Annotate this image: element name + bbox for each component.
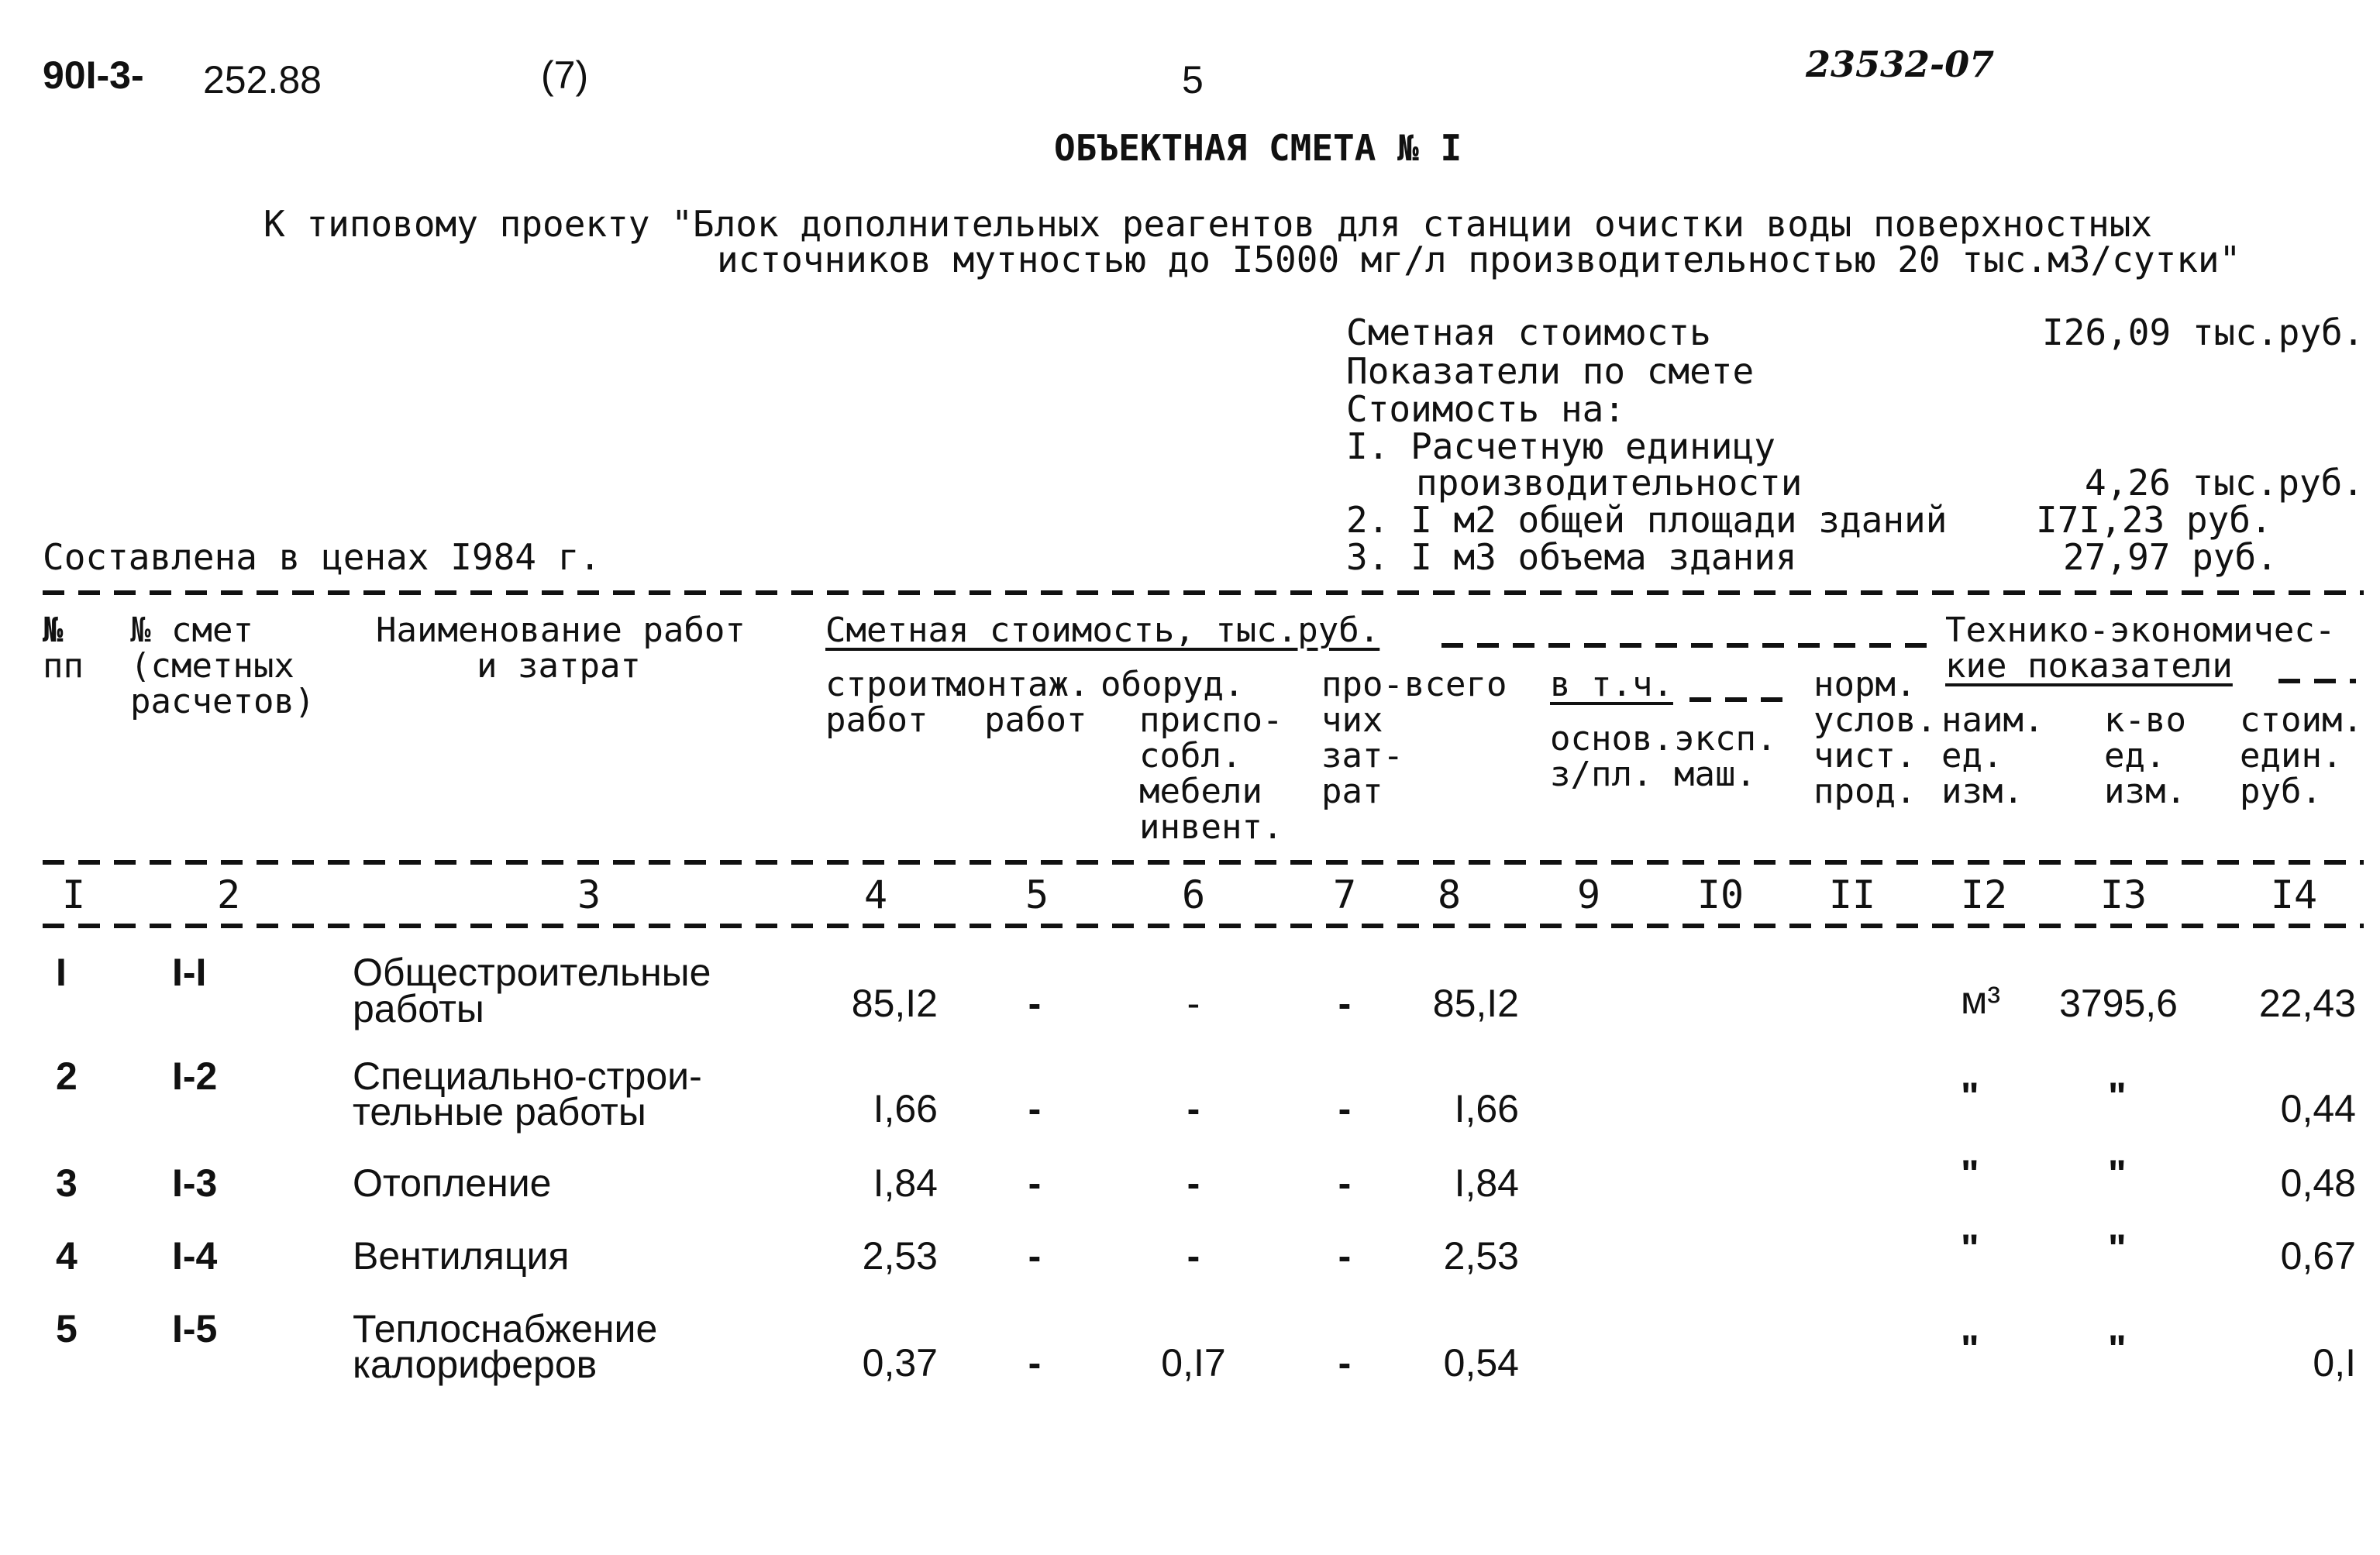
cell-name: Теплоснабжение — [353, 1307, 658, 1350]
cell-num: I — [56, 951, 67, 994]
indicator-1-label-cont: производительности — [1416, 462, 1803, 504]
estimated-cost-value: I26,09 тыс.руб. — [2042, 311, 2365, 353]
header-c5-1: монтаж. — [945, 665, 1090, 704]
header-c7-1: про- — [1321, 665, 1404, 704]
header-cost-group: Сметная стоимость, тыс.руб. — [825, 611, 1380, 650]
column-number: II — [1828, 872, 1876, 917]
cell-equip: - — [1187, 1087, 1200, 1130]
header-tech-group-2: кие показатели — [1945, 646, 2233, 686]
cell-est: I-2 — [172, 1054, 218, 1098]
cell-unit: " — [1961, 1226, 1979, 1270]
cell-unit-cost: 0,67 — [2280, 1234, 2356, 1278]
cell-num: 2 — [56, 1054, 77, 1098]
header-name-2: и затрат — [477, 646, 641, 686]
header-c8-1: всего — [1404, 665, 1507, 704]
header-c14-3: руб. — [2240, 772, 2322, 811]
header-tech-group-rule — [2278, 679, 2356, 683]
header-c12-2: ед. — [1941, 736, 2003, 776]
header-tech-group-1: Технико-экономичес- — [1945, 611, 2336, 650]
column-number: I2 — [1960, 872, 2008, 917]
column-number: I3 — [2099, 872, 2148, 917]
indicator-2-label: 2. I м2 общей площади зданий — [1346, 499, 1948, 541]
cell-build: 85,I2 — [851, 982, 938, 1025]
column-number: 5 — [1025, 872, 1049, 917]
column-number: 3 — [577, 872, 601, 917]
table-top-rule — [43, 590, 2364, 595]
cell-equip: 0,I7 — [1161, 1341, 1226, 1385]
cell-total: 85,I2 — [1432, 982, 1519, 1025]
cell-other: - — [1338, 982, 1352, 1025]
estimated-cost-label: Сметная стоимость — [1346, 311, 1711, 353]
header-c4-1: строит. — [825, 665, 970, 704]
cell-other: - — [1338, 1087, 1352, 1130]
header-name-1: Наименование работ — [376, 611, 746, 650]
table-header-rule — [43, 860, 2364, 865]
header-c14-1: стоим. — [2240, 700, 2363, 740]
header-c11-4: прод. — [1813, 772, 1917, 811]
header-incl: в т.ч. — [1550, 665, 1673, 704]
header-num-2: пп — [43, 646, 84, 686]
header-cost-group-rule — [1441, 643, 1937, 648]
cell-est: I-5 — [172, 1307, 218, 1350]
column-numbers-rule — [43, 924, 2364, 928]
cost-per-label: Стоимость на: — [1346, 388, 1626, 430]
header-c12-3: изм. — [1941, 772, 2024, 811]
header-est-3: расчетов) — [130, 682, 315, 721]
cell-other: - — [1338, 1341, 1352, 1385]
cell-unit-cost: 0,44 — [2280, 1087, 2356, 1130]
header-c10-1: эксп. — [1674, 719, 1777, 759]
cell-qty: 3795,6 — [2059, 982, 2178, 1025]
cell-qty: " — [2108, 1152, 2127, 1195]
document-code: 90I-3- — [43, 53, 144, 97]
header-c7-3: зат- — [1321, 736, 1404, 776]
column-number: I — [61, 872, 86, 917]
cell-qty: " — [2108, 1226, 2127, 1270]
cell-total: 0,54 — [1443, 1341, 1519, 1385]
document-title: ОБЪЕКТНАЯ СМЕТА № I — [1054, 127, 1462, 169]
cell-name: Отопление — [353, 1161, 552, 1205]
column-number: 6 — [1181, 872, 1206, 917]
column-number: I4 — [2270, 872, 2318, 917]
header-c6-4: мебели — [1139, 772, 1262, 811]
cell-name: Вентиляция — [353, 1234, 570, 1278]
header-incl-rule — [1689, 697, 1782, 702]
cell-est: I-I — [172, 951, 207, 994]
column-number: 2 — [216, 872, 241, 917]
cell-num: 4 — [56, 1234, 77, 1278]
indicator-3-value: 27,97 руб. — [2063, 536, 2278, 578]
subtitle-line-2: источников мутностью до I5000 мг/л производительностью 20 тыс.м3/сутки" — [717, 239, 2241, 280]
header-c7-4: рат — [1321, 772, 1383, 811]
prices-note: Составлена в ценах I984 г. — [43, 536, 601, 578]
header-c6-5: инвент. — [1139, 807, 1283, 847]
cell-name-cont: тельные работы — [353, 1090, 646, 1134]
header-c13-1: к-во — [2104, 700, 2186, 740]
cell-unit-cost: 22,43 — [2258, 982, 2356, 1025]
cell-build: 2,53 — [862, 1234, 938, 1278]
cell-num: 5 — [56, 1307, 77, 1350]
cell-num: 3 — [56, 1161, 77, 1205]
cell-mount: - — [1028, 1161, 1042, 1205]
cell-unit-cost: 0,48 — [2280, 1161, 2356, 1205]
header-c9-2: з/пл. — [1550, 755, 1653, 794]
header-c11-2: услов. — [1813, 700, 1937, 740]
cell-build: I,84 — [873, 1161, 938, 1205]
cell-name: Специально-строи- — [353, 1054, 702, 1098]
header-c6-2: приспо- — [1139, 700, 1283, 740]
cell-mount: - — [1028, 1341, 1042, 1385]
page-number: 5 — [1182, 58, 1204, 101]
cell-mount: - — [1028, 982, 1042, 1025]
column-number: 4 — [863, 872, 888, 917]
header-c7-2: чих — [1321, 700, 1383, 740]
cell-qty: " — [2108, 1327, 2127, 1371]
header-c9-1: основ. — [1550, 719, 1673, 759]
header-c6-1: оборуд. — [1100, 665, 1245, 704]
cell-name: Общестроительные — [353, 951, 711, 994]
cell-equip: - — [1187, 982, 1200, 1025]
header-c11-1: норм. — [1813, 665, 1917, 704]
header-c12-1: наим. — [1941, 700, 2044, 740]
header-c13-2: ед. — [2104, 736, 2166, 776]
header-c14-2: един. — [2240, 736, 2343, 776]
header-c10-2: маш. — [1674, 755, 1756, 794]
sheet-number: (7) — [541, 53, 589, 97]
cell-other: - — [1338, 1234, 1352, 1278]
subtitle-line-1: К типовому проекту "Блок дополнительных реагентов для станции очистки воды поверхностных — [263, 203, 2153, 245]
cell-unit: " — [1961, 1075, 1979, 1118]
column-number: 7 — [1332, 872, 1357, 917]
header-c11-3: чист. — [1813, 736, 1917, 776]
header-est-1: № смет — [130, 611, 253, 650]
header-est-2: (сметных — [130, 646, 294, 686]
header-num-1: № — [43, 611, 64, 650]
header-c4-2: работ — [825, 700, 928, 740]
column-number: 8 — [1437, 872, 1462, 917]
header-c5-2: работ — [984, 700, 1087, 740]
cell-mount: - — [1028, 1087, 1042, 1130]
indicators-label: Показатели по смете — [1346, 350, 1755, 392]
cell-est: I-4 — [172, 1234, 218, 1278]
cell-equip: - — [1187, 1234, 1200, 1278]
column-number: 9 — [1576, 872, 1601, 917]
cell-est: I-3 — [172, 1161, 218, 1205]
cell-qty: " — [2108, 1075, 2127, 1118]
cell-unit: " — [1961, 1152, 1979, 1195]
document-code-number: 252.88 — [203, 58, 322, 101]
cell-equip: - — [1187, 1161, 1200, 1205]
cell-unit: м³ — [1961, 979, 2001, 1022]
cell-name-cont: работы — [353, 987, 484, 1030]
cell-unit: " — [1961, 1327, 1979, 1371]
cell-total: 2,53 — [1443, 1234, 1519, 1278]
cell-name-cont: калориферов — [353, 1343, 598, 1386]
cell-unit-cost: 0,I — [2313, 1341, 2356, 1385]
column-number: I0 — [1696, 872, 1745, 917]
indicator-3-label: 3. I м3 объема здания — [1346, 536, 1797, 578]
indicator-2-value: I7I,23 руб. — [2036, 499, 2272, 541]
cell-total: I,84 — [1454, 1161, 1519, 1205]
cell-total: I,66 — [1454, 1087, 1519, 1130]
header-c6-3: собл. — [1139, 736, 1242, 776]
cell-build: I,66 — [873, 1087, 938, 1130]
archive-number: 23532-07 — [1806, 43, 1995, 85]
cell-other: - — [1338, 1161, 1352, 1205]
cell-build: 0,37 — [862, 1341, 938, 1385]
indicator-1-value: 4,26 тыс.руб. — [2085, 462, 2365, 504]
cell-mount: - — [1028, 1234, 1042, 1278]
indicator-1-label: I. Расчетную единицу — [1346, 425, 1776, 467]
header-c13-3: изм. — [2104, 772, 2186, 811]
